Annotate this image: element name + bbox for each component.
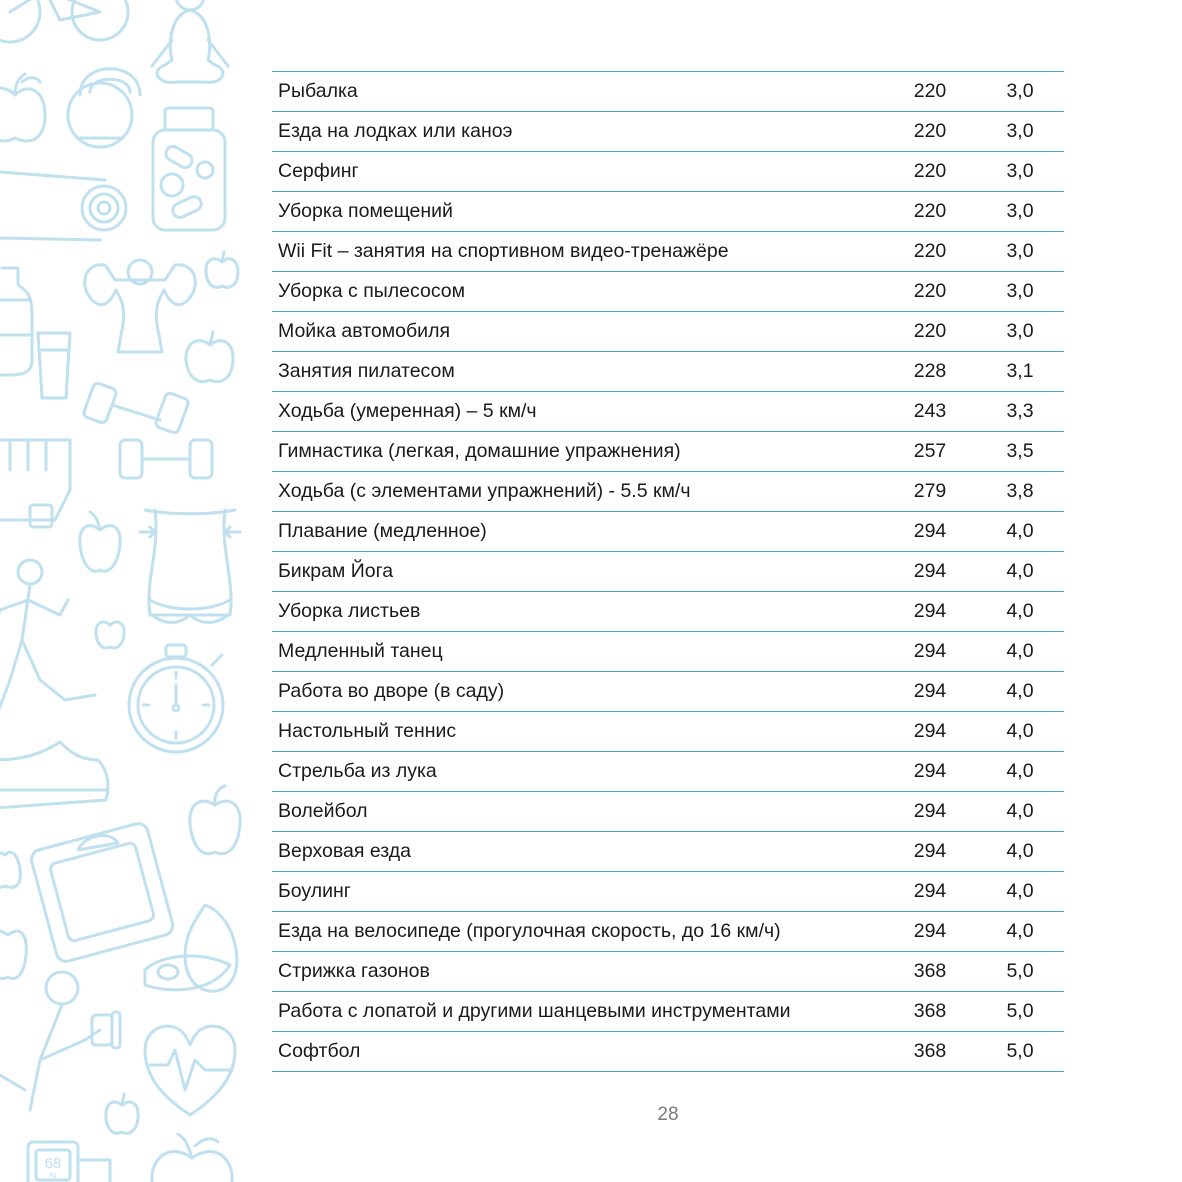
met-value: 4,0 — [1006, 920, 1034, 942]
bicycle-icon — [0, 0, 128, 42]
table-row — [272, 832, 1064, 872]
activity-name: Wii Fit – занятия на спортивном видео-тренажёре — [278, 240, 729, 262]
table-row — [272, 312, 1064, 352]
met-value: 4,0 — [1006, 720, 1034, 742]
activity-name: Плавание (медленное) — [278, 520, 487, 542]
apple-icon — [106, 1094, 138, 1133]
calories-value: 294 — [913, 920, 947, 942]
met-value: 4,0 — [1006, 760, 1034, 782]
calories-value: 294 — [913, 840, 947, 862]
activity-name: Мойка автомобиля — [278, 320, 451, 342]
activity-name: Уборка с пылесосом — [278, 280, 466, 302]
water-bottle-icon — [0, 268, 32, 375]
activity-name: Ходьба (с элементами упражнений) - 5.5 км/ч — [278, 480, 691, 502]
table-row — [272, 432, 1064, 472]
apple-icon — [186, 332, 233, 382]
runner-icon — [0, 560, 95, 720]
met-value: 3,0 — [1006, 160, 1034, 182]
activity-name: Занятия пилатесом — [278, 360, 455, 382]
table-row — [272, 72, 1064, 112]
calories-value: 368 — [913, 1040, 947, 1062]
calories-value: 220 — [913, 280, 947, 302]
calories-value: 220 — [913, 80, 947, 102]
calories-value: 368 — [913, 1000, 947, 1022]
calories-value: 220 — [913, 160, 947, 182]
activity-name: Волейбол — [278, 800, 368, 822]
calories-value: 294 — [913, 640, 947, 662]
activity-name: Боулинг — [278, 880, 351, 902]
table-row — [272, 192, 1064, 232]
activity-name: Бикрам Йога — [278, 560, 394, 582]
table-row — [272, 232, 1064, 272]
calories-value: 228 — [913, 360, 947, 382]
calories-value: 294 — [913, 760, 947, 782]
met-value: 4,0 — [1006, 600, 1034, 622]
table-row — [272, 752, 1064, 792]
activity-name: Гимнастика (легкая, домашние упражнения) — [278, 440, 681, 462]
table-row — [272, 992, 1064, 1032]
activity-name: Рыбалка — [278, 80, 358, 102]
table-row — [272, 112, 1064, 152]
met-value: 3,0 — [1006, 120, 1034, 142]
calories-value: 294 — [913, 800, 947, 822]
calories-value: 243 — [913, 400, 947, 422]
calories-value: 294 — [913, 720, 947, 742]
apple-icon — [152, 1134, 232, 1182]
scale-display-unit: kg — [49, 1172, 57, 1179]
met-value: 4,0 — [1006, 840, 1034, 862]
bathroom-scale-icon — [29, 821, 175, 963]
stopwatch-icon — [129, 645, 223, 752]
apple-icon — [0, 852, 20, 887]
met-value: 3,0 — [1006, 200, 1034, 222]
met-value: 5,0 — [1006, 1000, 1034, 1022]
calories-value: 294 — [913, 560, 947, 582]
met-value: 4,0 — [1006, 640, 1034, 662]
apple-icon — [96, 622, 124, 648]
met-value: 4,0 — [1006, 520, 1034, 542]
table-row — [272, 872, 1064, 912]
table-row — [272, 272, 1064, 312]
table-row — [272, 792, 1064, 832]
table-row — [272, 912, 1064, 952]
apple-icon — [0, 931, 26, 978]
lifter-icon — [0, 972, 120, 1110]
activity-name: Верховая езда — [278, 840, 411, 862]
table-row — [272, 632, 1064, 672]
calories-value: 257 — [913, 440, 947, 462]
met-value: 3,0 — [1006, 280, 1034, 302]
activity-name: Работа во дворе (в саду) — [278, 680, 505, 702]
glove-icon — [0, 440, 70, 527]
table-row — [272, 152, 1064, 192]
bodybuilder-icon — [85, 260, 196, 352]
table-row — [272, 512, 1064, 552]
table-row — [272, 712, 1064, 752]
activity-name: Уборка помещений — [278, 200, 453, 222]
waist-icon — [140, 510, 240, 623]
calories-value: 294 — [913, 880, 947, 902]
table-row — [272, 1032, 1064, 1072]
calories-value: 294 — [913, 680, 947, 702]
activity-name: Серфинг — [278, 160, 359, 182]
glass-icon — [38, 333, 70, 398]
kettlebell-icon — [68, 69, 140, 147]
activity-name: Настольный теннис — [278, 720, 457, 742]
sneaker-icon — [0, 742, 108, 808]
table-row — [272, 552, 1064, 592]
calories-value: 368 — [913, 960, 947, 982]
met-value: 4,0 — [1006, 880, 1034, 902]
table-row — [272, 672, 1064, 712]
pill-jar-icon — [153, 108, 225, 230]
met-value: 4,0 — [1006, 800, 1034, 822]
met-value: 3,3 — [1006, 400, 1034, 422]
activity-name: Езда на лодках или каноэ — [278, 120, 513, 142]
yoga-mat-icon — [0, 172, 126, 240]
table-row — [272, 952, 1064, 992]
yoga-figure-icon — [152, 0, 228, 82]
calories-value: 220 — [913, 200, 947, 222]
calories-value: 220 — [913, 240, 947, 262]
digital-scale-icon — [28, 1142, 110, 1182]
met-value: 4,0 — [1006, 560, 1034, 582]
table-row — [272, 392, 1064, 432]
met-value: 3,0 — [1006, 320, 1034, 342]
page-number: 28 — [657, 1104, 679, 1125]
table-row — [272, 472, 1064, 512]
activity-name: Стрельба из лука — [278, 760, 437, 782]
decorative-fitness-sidebar — [0, 0, 250, 1182]
calories-value: 220 — [913, 320, 947, 342]
scale-display-value: 68 — [44, 1155, 62, 1172]
met-value: 5,0 — [1006, 1040, 1034, 1062]
activity-name: Софтбол — [278, 1040, 361, 1062]
activity-name: Медленный танец — [278, 640, 443, 662]
activity-name: Ходьба (умеренная) – 5 км/ч — [278, 400, 537, 422]
apple-icon — [190, 786, 240, 854]
activity-calorie-table — [272, 71, 1064, 1072]
met-value: 3,1 — [1006, 360, 1034, 382]
activity-name: Уборка листьев — [278, 600, 421, 622]
met-value: 4,0 — [1006, 680, 1034, 702]
met-value: 3,5 — [1006, 440, 1034, 462]
activity-name: Работа с лопатой и другими шанцевыми инструментами — [278, 1000, 791, 1022]
table-row — [272, 592, 1064, 632]
activity-name: Стрижка газонов — [278, 960, 430, 982]
met-value: 3,8 — [1006, 480, 1034, 502]
calories-value: 279 — [913, 480, 947, 502]
activity-name: Езда на велосипеде (прогулочная скорость, до 16 км/ч) — [278, 920, 781, 942]
dumbbell-icon — [83, 382, 212, 478]
met-value: 3,0 — [1006, 240, 1034, 262]
met-value: 5,0 — [1006, 960, 1034, 982]
apple-icon — [0, 74, 45, 141]
apple-icon — [80, 512, 121, 571]
heart-pulse-icon — [145, 1026, 235, 1115]
table-row — [272, 352, 1064, 392]
calories-value: 220 — [913, 120, 947, 142]
avocado-icon — [145, 905, 237, 991]
met-value: 3,0 — [1006, 80, 1034, 102]
apple-icon — [206, 252, 238, 287]
calories-value: 294 — [913, 520, 947, 542]
calories-value: 294 — [913, 600, 947, 622]
